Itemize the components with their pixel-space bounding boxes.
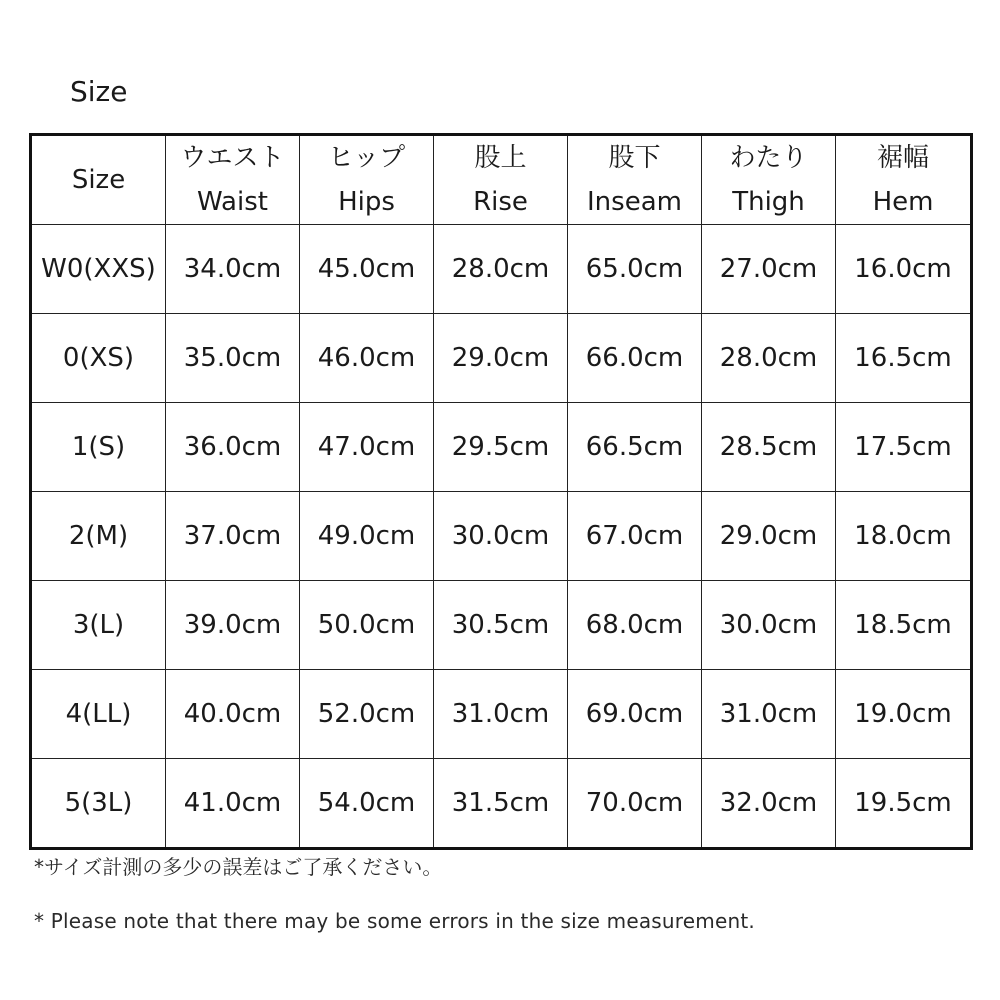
header-size: Size (31, 135, 166, 225)
waist-cell: 37.0cm (166, 492, 300, 581)
measurement-note-jp: *サイズ計測の多少の誤差はご了承ください。 (34, 855, 443, 879)
hem-cell: 16.5cm (836, 314, 972, 403)
waist-cell: 40.0cm (166, 670, 300, 759)
inseam-cell: 69.0cm (568, 670, 702, 759)
size-label: 2(M) (31, 492, 166, 581)
table-body (31, 225, 972, 849)
hips-cell: 52.0cm (300, 670, 434, 759)
size-label: 4(LL) (31, 670, 166, 759)
rise-cell: 29.5cm (434, 403, 568, 492)
header-rise (434, 135, 568, 225)
header-waist-en: Waist (197, 187, 268, 217)
header-rise-en: Rise (473, 187, 528, 217)
rise-cell: 30.5cm (434, 581, 568, 670)
inseam-cell: 67.0cm (568, 492, 702, 581)
waist-cell: 36.0cm (166, 403, 300, 492)
hips-cell: 45.0cm (300, 225, 434, 314)
waist-cell: 35.0cm (166, 314, 300, 403)
thigh-cell: 30.0cm (702, 581, 836, 670)
header-thigh (702, 135, 836, 225)
waist-cell: 39.0cm (166, 581, 300, 670)
table-row (31, 225, 972, 314)
header-hips-jp: ヒップ (327, 143, 406, 173)
hips-cell: 49.0cm (300, 492, 434, 581)
thigh-cell: 28.0cm (702, 314, 836, 403)
table-row (31, 670, 972, 759)
header-thigh-jp: わたり (729, 143, 808, 173)
header-hem-en: Hem (872, 187, 934, 217)
header-waist (166, 135, 300, 225)
header-inseam-jp: 股下 (608, 143, 661, 173)
size-label: 1(S) (31, 403, 166, 492)
header-hem-jp: 裾幅 (876, 143, 929, 173)
hips-cell: 50.0cm (300, 581, 434, 670)
thigh-cell: 28.5cm (702, 403, 836, 492)
waist-cell: 41.0cm (166, 759, 300, 849)
table-header (31, 135, 972, 225)
header-waist-jp: ウエスト (180, 143, 285, 173)
header-thigh-en: Thigh (732, 187, 805, 217)
header-hips-en: Hips (338, 187, 395, 217)
table-row (31, 314, 972, 403)
thigh-cell: 32.0cm (702, 759, 836, 849)
header-rise-jp: 股上 (474, 143, 527, 173)
inseam-cell: 66.5cm (568, 403, 702, 492)
waist-cell: 34.0cm (166, 225, 300, 314)
table-row (31, 492, 972, 581)
thigh-cell: 27.0cm (702, 225, 836, 314)
header-inseam-en: Inseam (587, 187, 682, 217)
size-label: 5(3L) (31, 759, 166, 849)
header-hem (836, 135, 972, 225)
header-inseam (568, 135, 702, 225)
hips-cell: 47.0cm (300, 403, 434, 492)
inseam-cell: 68.0cm (568, 581, 702, 670)
hem-cell: 17.5cm (836, 403, 972, 492)
hem-cell: 19.5cm (836, 759, 972, 849)
rise-cell: 30.0cm (434, 492, 568, 581)
hem-cell: 18.0cm (836, 492, 972, 581)
thigh-cell: 29.0cm (702, 492, 836, 581)
hem-cell: 16.0cm (836, 225, 972, 314)
rise-cell: 28.0cm (434, 225, 568, 314)
size-label: 0(XS) (31, 314, 166, 403)
rise-cell: 29.0cm (434, 314, 568, 403)
header-hips (300, 135, 434, 225)
inseam-cell: 66.0cm (568, 314, 702, 403)
measurement-note-en: * Please note that there may be some errors in the size measurement. (34, 909, 755, 933)
page-title: Size (70, 75, 128, 108)
size-label: W0(XXS) (31, 225, 166, 314)
hips-cell: 54.0cm (300, 759, 434, 849)
rise-cell: 31.5cm (434, 759, 568, 849)
rise-cell: 31.0cm (434, 670, 568, 759)
inseam-cell: 70.0cm (568, 759, 702, 849)
header-row (31, 135, 972, 225)
table-row (31, 759, 972, 849)
size-chart-table (29, 133, 973, 850)
hem-cell: 19.0cm (836, 670, 972, 759)
thigh-cell: 31.0cm (702, 670, 836, 759)
hips-cell: 46.0cm (300, 314, 434, 403)
inseam-cell: 65.0cm (568, 225, 702, 314)
hem-cell: 18.5cm (836, 581, 972, 670)
table-row (31, 581, 972, 670)
size-label: 3(L) (31, 581, 166, 670)
table-row (31, 403, 972, 492)
